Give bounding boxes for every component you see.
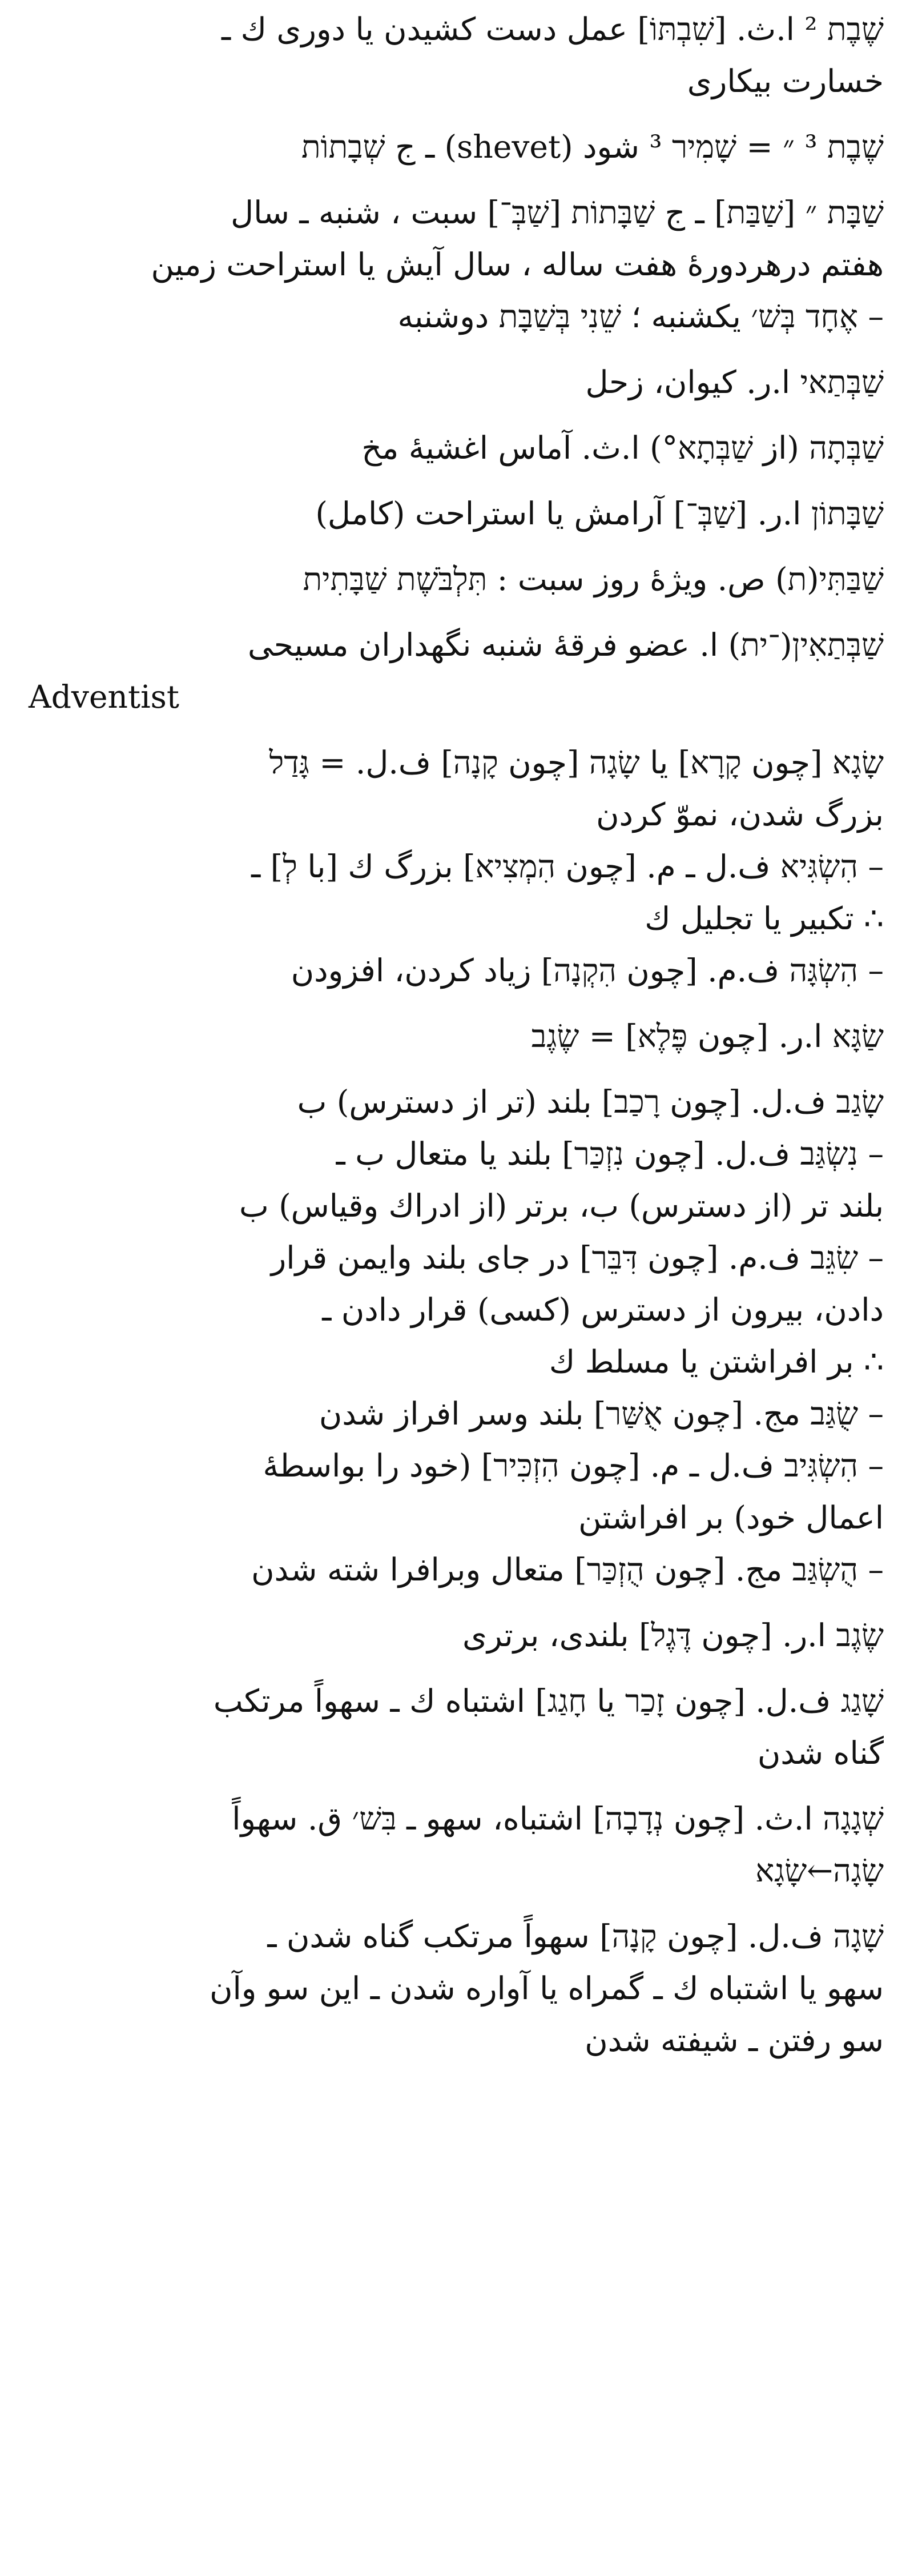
entry-shegaga	[29, 1793, 884, 1897]
entry-sagga	[29, 1010, 884, 1062]
entry-line: بزرگ شدن، نموّ کردن	[596, 796, 884, 833]
entry-shagag	[29, 1675, 884, 1779]
entry-line: שָׂגָא [چون קָרָא] یا שָׂגָה [چون קָנָה] ف.ل. = גָּדַל	[269, 744, 884, 781]
entry-line: گناه شدن	[757, 1735, 884, 1771]
entry-shabbetai	[29, 356, 884, 408]
entry-line: שַׁבְּתָה (از שַׁבְּתָא°) ا.ث. آماس اغشیهٔ مخ	[361, 430, 884, 466]
entry-line: Adventist	[29, 679, 179, 715]
entry-line: – הִשְׂגִּיב ف.ل ـ م. [چون הִזְכִּיר] (خود را بواسطهٔ	[263, 1447, 884, 1484]
entry-line: هفتم درهردورهٔ هفت ساله ، سال آیش یا استراحت زمین	[151, 246, 884, 283]
entry-line: – הִשְׂגִּיא ف.ل ـ م. [چون הִמְצִיא] بزرگ ك [با לְ] ـ	[251, 848, 884, 885]
entry-shabbetain	[29, 619, 884, 723]
entry-shabbeta	[29, 422, 884, 474]
entry-line: שָׂגַב ف.ل. [چون רָכַב] بلند (تر از دسترس) ب	[297, 1084, 884, 1120]
entry-line: بلند تر (از دسترس) ب، برتر (از ادراك وقیاس) ب	[239, 1187, 884, 1224]
entry-segev	[29, 1610, 884, 1662]
entry-line: دادن، بیرون از دسترس (کسی) قرار دادن ـ	[322, 1291, 884, 1328]
entry-saga	[29, 737, 884, 997]
entry-line: – שֻׂגַּב مج. [چون אֻשַּׁר] بلند وسر افراز شدن	[319, 1395, 884, 1432]
entry-line: שַׁבָּת ״ [שַׁבַּת] ـ ج שַׁבָּתוֹת [שַׁבְּ־] سبت ، شنبه ـ سال	[231, 194, 884, 231]
entry-shaga	[29, 1911, 884, 2067]
entry-line: שָׁגָה ف.ل. [چون קָנָה] سهواً مرتکب گناه شدن ـ	[267, 1918, 884, 1955]
entry-line: خسارت بیکاری	[687, 63, 884, 99]
entry-shabbat	[29, 187, 884, 343]
entry-line: שַׁבַּתִּי(ת) ص. ویژهٔ روز سبت : תִּלְבֹּשֶׁת שַׁבָּתִית	[303, 561, 884, 597]
entry-shabbati	[29, 553, 884, 605]
entry-line: – שִׂגֵּב ف.م. [چون דִּבֵּר] در جای بلند وایمن قرار	[271, 1239, 884, 1276]
entry-line: – הִשְׂגָּה ف.م. [چون הִקְנָה] زیاد کردن، افزودن	[291, 952, 884, 989]
entry-line: שֶׂגֶב ا.ر. [چون דֶּגֶל] بلندی، برتری	[462, 1617, 884, 1654]
entry-line: שַׁבְּתַאי ا.ر. کیوان، زحل	[585, 364, 884, 400]
entry-line: ∴ تکبیر یا تجلیل ك	[645, 900, 884, 937]
entry-shevet-3	[29, 121, 884, 173]
entry-line: שְׁגָגָה ا.ث. [چون נְדָבָה] اشتباه، سهو ـ בִּשׁ׳ ق. سهواً	[232, 1800, 884, 1837]
entry-line: שָׂגָה←שָׂגָא	[755, 1852, 884, 1889]
entry-line: שֶׁבֶת ³ ״ = שָׁמִיר ³ شود (shevet) ـ ج שְׁבָתוֹת	[301, 129, 884, 165]
entry-line: ∴ بر افراشتن یا مسلط ك	[549, 1343, 884, 1380]
entry-line: سو رفتن ـ شیفته شدن	[585, 2022, 884, 2059]
entry-line: שַׂגָּא ا.ر. [چون פֶּלֶא] = שֶׂגֶב	[531, 1018, 884, 1054]
entry-line: שֶׁבֶת ² ا.ث. [שִׁבְתּוֹ] عمل دست کشیدن یا دوری ك ـ	[221, 11, 884, 47]
entry-line: שָׁגַג ف.ل. [چون זָכַר یا חָגַג] اشتباه ك ـ سهواً مرتکب	[213, 1683, 884, 1719]
entry-shevet-2	[29, 3, 884, 107]
entry-line: اعمال خود) بر افراشتن	[578, 1499, 884, 1536]
entry-line: שַׁבְּתַאִין(־ית) ا. عضو فرقهٔ شنبه نگهداران مسیحی	[247, 627, 884, 663]
entry-line: – נִשְׂגַּב ف.ل. [چون נִזְכַּר] بلند یا متعال ب ـ	[336, 1135, 884, 1172]
entry-line: שַׁבָּתוֹן ا.ر. [שַׁבְּ־] آرامش یا استراحت (کامل)	[315, 495, 884, 532]
entry-shabbaton	[29, 488, 884, 540]
entry-line: – הֻשְׂגַּב مج. [چون הֻזְכַּר] متعال وبرافرا شته شدن	[251, 1551, 884, 1588]
entry-line: سهو یا اشتباه ك ـ گمراه یا آواره شدن ـ این سو وآن	[210, 1970, 884, 2007]
entry-sagav	[29, 1076, 884, 1596]
entry-line: – אֶחָד בְּשׁ׳ یکشنبه ؛ שֵׁנִי בְּשַׁבָּת دوشنبه	[397, 298, 884, 335]
